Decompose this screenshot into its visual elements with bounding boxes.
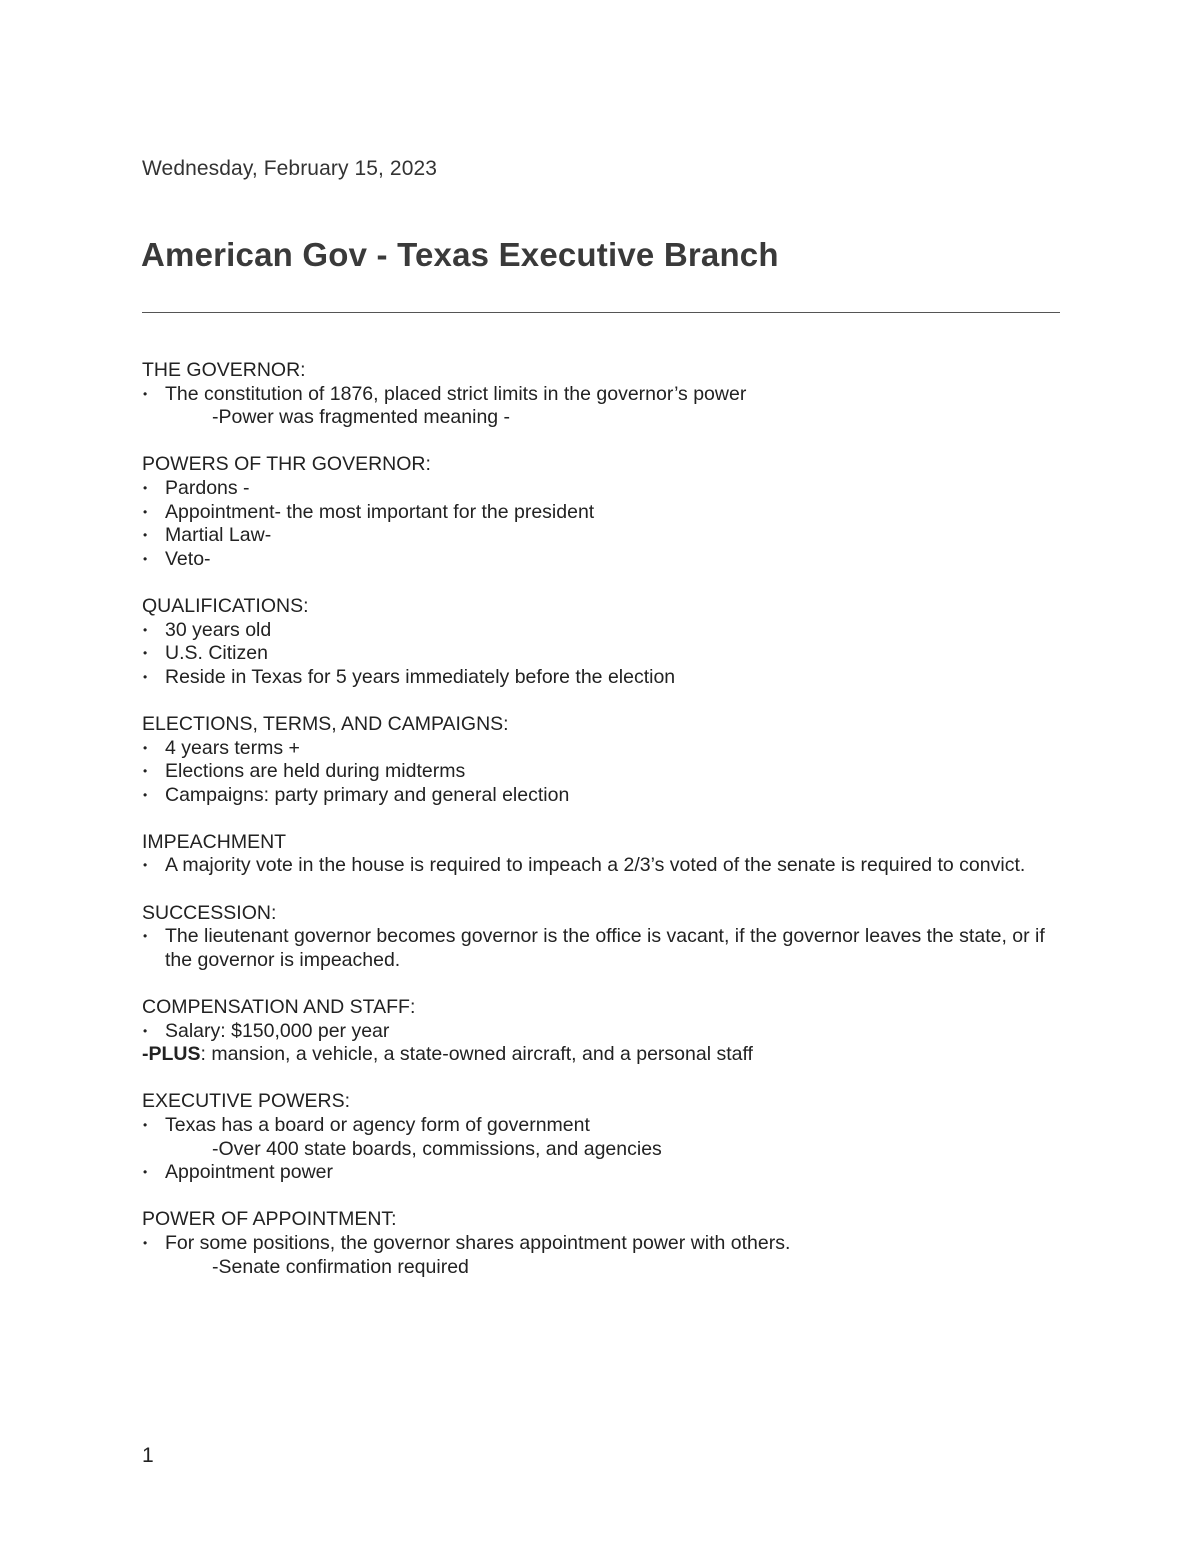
page-title: American Gov - Texas Executive Branch (141, 236, 779, 273)
section-impeachment (142, 831, 1060, 878)
list-item (142, 524, 1060, 548)
bullet-icon: • (143, 1235, 148, 1250)
list-item (142, 477, 1060, 501)
bullet-icon: • (143, 1118, 148, 1132)
list-item (142, 1114, 1060, 1138)
bullet-list (142, 477, 1060, 571)
bullet-list (142, 1161, 1060, 1185)
title-divider (142, 312, 1060, 313)
list-item-text: Appointment power (165, 1161, 334, 1184)
list-item (142, 501, 1060, 525)
section-heading: THE GOVERNOR: (142, 359, 306, 381)
bullet-list (142, 619, 1060, 690)
bullet-list (142, 854, 1060, 878)
bullet-icon: • (143, 858, 148, 873)
list-item (142, 1020, 1060, 1044)
list-item-text: Appointment- the most important for the president (165, 500, 595, 523)
list-item-text: U.S. Citizen (165, 642, 268, 665)
section-heading: POWERS OF THR GOVERNOR: (142, 453, 431, 476)
section-powers-of-governor (142, 453, 1060, 571)
list-item (142, 854, 1060, 878)
list-item (142, 760, 1060, 784)
list-item (142, 383, 1060, 407)
sub-note: -Over 400 state boards, commissions, and agencies (212, 1137, 662, 1160)
bullet-icon: • (143, 669, 148, 684)
plus-note (142, 1043, 1060, 1067)
list-item-text: 4 years terms + (165, 736, 300, 759)
list-item (142, 737, 1060, 761)
sub-note: -Power was fragmented meaning - (212, 406, 511, 429)
bullet-icon: • (143, 1023, 148, 1038)
note-date: Wednesday, February 15, 2023 (142, 157, 438, 180)
section-compensation-and-staff (142, 996, 1060, 1067)
bullet-icon: • (143, 622, 148, 637)
section-heading: ELECTIONS, TERMS, AND CAMPAIGNS: (142, 712, 509, 735)
section-executive-powers (142, 1090, 1060, 1184)
section-heading: QUALIFICATIONS: (142, 594, 309, 617)
bullet-icon: • (143, 1165, 148, 1180)
list-item-text: 30 years old (165, 618, 272, 641)
bullet-icon: • (143, 764, 148, 779)
bullet-list (142, 1232, 1060, 1256)
bullet-list (142, 1020, 1060, 1044)
list-item-text: Veto- (165, 547, 211, 570)
list-item (142, 1232, 1060, 1256)
list-item-text: A majority vote in the house is required to impeach a 2/3’s voted of the senate is required to convict. (165, 854, 1026, 877)
section-heading: COMPENSATION AND STAFF: (142, 996, 416, 1019)
bullet-icon: • (143, 929, 148, 944)
sub-note: -Senate confirmation required (212, 1255, 469, 1278)
list-item (142, 784, 1060, 808)
list-item-text: Pardons - (165, 476, 250, 499)
list-item-text: Texas has a board or agency form of government (165, 1114, 590, 1136)
bullet-icon: • (143, 551, 148, 566)
list-item (142, 925, 1060, 972)
section-heading: SUCCESSION: (142, 901, 277, 924)
list-item-text: For some positions, the governor shares appointment power with others. (165, 1231, 791, 1254)
bullet-icon: • (143, 528, 148, 543)
section-succession (142, 902, 1060, 973)
page-number: 1 (142, 1444, 154, 1467)
section-heading: IMPEACHMENT (142, 830, 287, 853)
list-item (142, 666, 1060, 690)
list-item-text: Salary: $150,000 per year (165, 1019, 390, 1042)
bullet-icon: • (143, 646, 148, 661)
bullet-list (142, 1114, 1060, 1138)
list-item-text: Martial Law- (165, 524, 272, 547)
list-item (142, 642, 1060, 666)
list-item-text: Reside in Texas for 5 years immediately before the election (165, 665, 676, 688)
section-heading: EXECUTIVE POWERS: (142, 1090, 351, 1113)
list-item (142, 548, 1060, 572)
list-item-text: Elections are held during midterms (165, 760, 466, 783)
section-heading: POWER OF APPOINTMENT: (142, 1208, 397, 1231)
list-item (142, 1161, 1060, 1185)
bullet-list (142, 383, 1060, 407)
list-item-text: The constitution of 1876, placed strict limits in the governor’s power (165, 382, 747, 405)
bullet-list (142, 737, 1060, 808)
bullet-list (142, 925, 1060, 972)
list-item (142, 619, 1060, 643)
section-power-of-appointment (142, 1208, 1060, 1279)
section-qualifications (142, 595, 1060, 689)
bullet-icon: • (143, 504, 148, 519)
bullet-icon: • (143, 740, 148, 755)
bullet-icon: • (143, 386, 148, 401)
plus-text: : mansion, a vehicle, a state-owned aircraft, and a personal staff (200, 1043, 753, 1066)
notes-body (142, 359, 1060, 1303)
list-item-text: Campaigns: party primary and general election (165, 783, 570, 806)
plus-prefix: -PLUS (142, 1043, 201, 1066)
section-elections-terms-campaigns (142, 713, 1060, 807)
bullet-icon: • (143, 480, 148, 495)
list-item-text: The lieutenant governor becomes governor is the office is vacant, if the governor leaves the state, or if the governor is impeached. (165, 925, 1045, 971)
section-the-governor (142, 359, 1060, 430)
bullet-icon: • (143, 787, 148, 802)
